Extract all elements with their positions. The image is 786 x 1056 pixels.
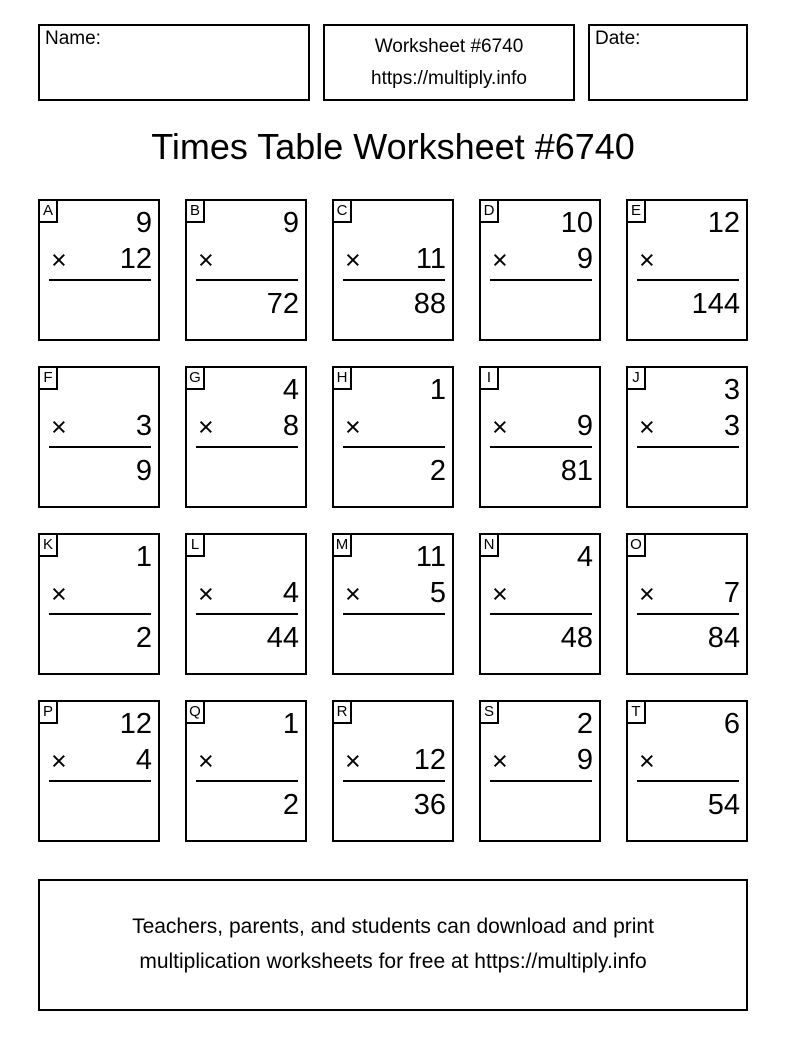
- problem-cell: [626, 366, 748, 508]
- problem-cell: [38, 199, 160, 341]
- problem-letter: T: [626, 700, 646, 724]
- multiplier: 5: [429, 577, 446, 609]
- answer-line: [49, 279, 151, 281]
- times-sign: ×: [345, 245, 361, 275]
- product: 2: [135, 622, 152, 654]
- times-sign: ×: [198, 579, 214, 609]
- product: 72: [266, 288, 299, 320]
- multiplier: 8: [282, 410, 299, 442]
- multiplicand: 6: [723, 708, 740, 740]
- footer-line-2: multiplication worksheets for free at https://multiply.info: [139, 950, 647, 973]
- worksheet-url: https://multiply.info: [371, 68, 527, 89]
- problem-cell: [38, 533, 160, 675]
- answer-line: [196, 446, 298, 448]
- times-sign: ×: [345, 746, 361, 776]
- problem-cell: [185, 533, 307, 675]
- problem-letter: P: [38, 700, 58, 724]
- answer-line: [343, 780, 445, 782]
- problem-letter: F: [38, 366, 58, 390]
- problem-letter: Q: [185, 700, 205, 724]
- multiplicand: 11: [415, 541, 446, 573]
- product: 2: [429, 455, 446, 487]
- answer-line: [196, 613, 298, 615]
- times-sign: ×: [492, 579, 508, 609]
- answer-line: [490, 780, 592, 782]
- multiplier: 9: [576, 744, 593, 776]
- multiplier: 7: [723, 577, 740, 609]
- problem-letter: L: [185, 533, 205, 557]
- multiplicand: 10: [560, 207, 593, 239]
- problem-cell: [626, 700, 748, 842]
- problem-cell: [332, 533, 454, 675]
- problem-cell: [38, 366, 160, 508]
- times-sign: ×: [198, 245, 214, 275]
- product: 84: [707, 622, 740, 654]
- problem-letter: M: [332, 533, 352, 557]
- product: 81: [560, 455, 593, 487]
- multiplicand: 1: [282, 708, 299, 740]
- multiplicand: 1: [135, 541, 152, 573]
- multiplicand: 3: [723, 374, 740, 406]
- page-title: Times Table Worksheet #6740: [151, 126, 635, 167]
- answer-line: [49, 613, 151, 615]
- problem-cell: [479, 199, 601, 341]
- multiplier: 9: [576, 243, 593, 275]
- times-sign: ×: [345, 412, 361, 442]
- multiplier: 3: [723, 410, 740, 442]
- name-label: Name:: [45, 28, 101, 49]
- times-sign: ×: [51, 746, 67, 776]
- footer-line-1: Teachers, parents, and students can download and print: [132, 915, 654, 938]
- multiplicand: 9: [135, 207, 152, 239]
- problem-letter: H: [332, 366, 352, 390]
- times-sign: ×: [639, 746, 655, 776]
- problem-cell: [185, 700, 307, 842]
- times-sign: ×: [492, 245, 508, 275]
- problem-cell: [626, 533, 748, 675]
- date-label: Date:: [595, 28, 641, 49]
- multiplicand: 12: [707, 207, 740, 239]
- times-sign: ×: [345, 579, 361, 609]
- problem-letter: G: [185, 366, 205, 390]
- problem-cell: [626, 199, 748, 341]
- answer-line: [490, 446, 592, 448]
- problem-letter: A: [38, 199, 58, 223]
- footer-box: [38, 879, 748, 1011]
- answer-line: [196, 780, 298, 782]
- problem-cell: [185, 366, 307, 508]
- problem-cell: [332, 199, 454, 341]
- multiplicand: 4: [282, 374, 299, 406]
- answer-line: [637, 780, 739, 782]
- multiplicand: 9: [282, 207, 299, 239]
- problem-letter: O: [626, 533, 646, 557]
- times-sign: ×: [198, 412, 214, 442]
- problem-cell: [479, 700, 601, 842]
- answer-line: [196, 279, 298, 281]
- multiplicand: 2: [576, 708, 593, 740]
- multiplicand: 4: [576, 541, 593, 573]
- times-sign: ×: [639, 245, 655, 275]
- multiplier: 12: [119, 243, 152, 275]
- answer-line: [637, 446, 739, 448]
- product: 9: [135, 455, 152, 487]
- worksheet-number: Worksheet #6740: [374, 36, 524, 57]
- product: 88: [413, 288, 446, 320]
- product: 48: [560, 622, 593, 654]
- multiplier: 4: [282, 577, 299, 609]
- product: 2: [282, 789, 299, 821]
- times-sign: ×: [51, 579, 67, 609]
- problem-letter: I: [479, 366, 499, 390]
- times-sign: ×: [639, 579, 655, 609]
- times-sign: ×: [639, 412, 655, 442]
- problem-letter: J: [626, 366, 646, 390]
- answer-line: [343, 279, 445, 281]
- problem-cell: [332, 366, 454, 508]
- times-sign: ×: [492, 412, 508, 442]
- problem-letter: R: [332, 700, 352, 724]
- problem-letter: K: [38, 533, 58, 557]
- answer-line: [637, 613, 739, 615]
- problem-cell: [479, 366, 601, 508]
- times-sign: ×: [198, 746, 214, 776]
- multiplicand: 1: [429, 374, 446, 406]
- times-sign: ×: [492, 746, 508, 776]
- problem-letter: S: [479, 700, 499, 724]
- answer-line: [343, 613, 445, 615]
- multiplier: 11: [415, 243, 446, 275]
- problem-cell: [332, 700, 454, 842]
- problem-letter: E: [626, 199, 646, 223]
- problem-letter: D: [479, 199, 499, 223]
- multiplier: 3: [135, 410, 152, 442]
- multiplier: 9: [576, 410, 593, 442]
- problem-letter: C: [332, 199, 352, 223]
- problem-cell: [38, 700, 160, 842]
- answer-line: [490, 279, 592, 281]
- problem-letter: N: [479, 533, 499, 557]
- multiplier: 4: [135, 744, 152, 776]
- times-sign: ×: [51, 245, 67, 275]
- problem-letter: B: [185, 199, 205, 223]
- times-sign: ×: [51, 412, 67, 442]
- product: 54: [707, 789, 740, 821]
- answer-line: [343, 446, 445, 448]
- problem-cell: [479, 533, 601, 675]
- multiplicand: 12: [119, 708, 152, 740]
- answer-line: [637, 279, 739, 281]
- answer-line: [49, 780, 151, 782]
- product: 144: [691, 288, 740, 320]
- product: 36: [413, 789, 446, 821]
- answer-line: [490, 613, 592, 615]
- multiplier: 12: [413, 744, 446, 776]
- answer-line: [49, 446, 151, 448]
- problem-cell: [185, 199, 307, 341]
- product: 44: [266, 622, 299, 654]
